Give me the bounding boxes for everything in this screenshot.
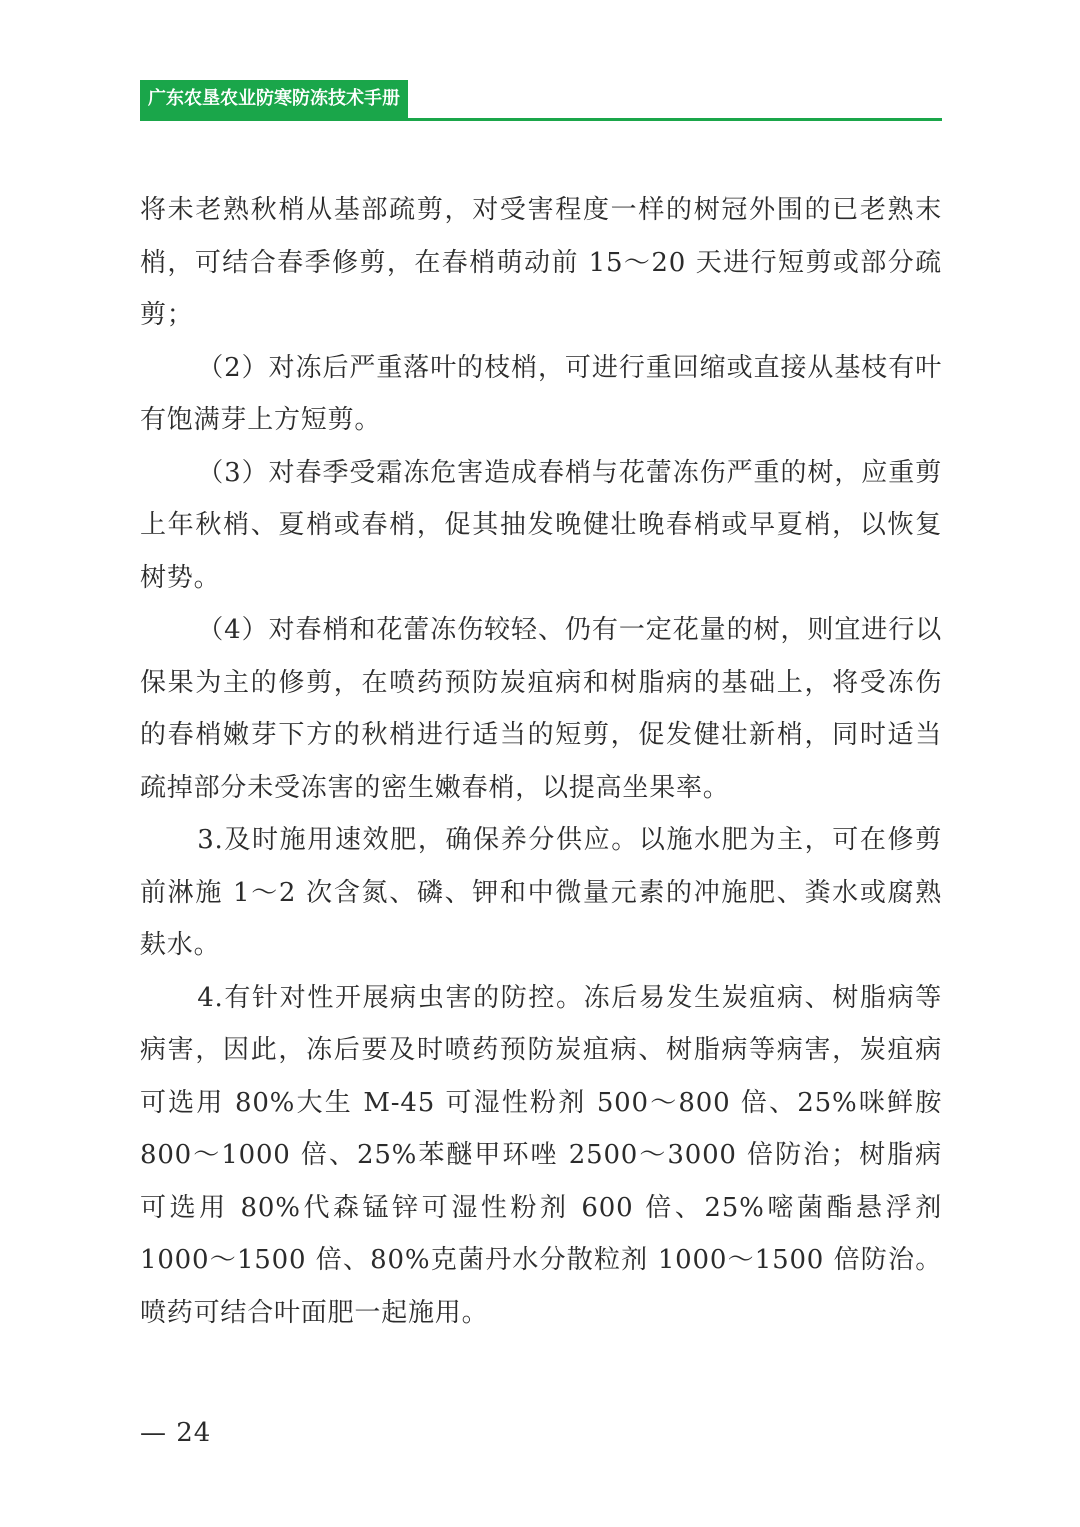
- paragraph-section-3: 3.及时施用速效肥，确保养分供应。以施水肥为主，可在修剪前淋施 1～2 次含氮、磷、钾和中微量元素的冲施肥、粪水或腐熟麸水。: [140, 825, 942, 960]
- header-title: 广东农垦农业防寒防冻技术手册: [148, 88, 400, 109]
- page-number: — 24: [140, 1418, 212, 1448]
- body-text: [140, 184, 942, 1339]
- paragraph-section-4: 4.有针对性开展病虫害的防控。冻后易发生炭疽病、树脂病等病害，因此，冻后要及时喷药预防炭疽病、树脂病等病害，炭疽病可选用 80%大生 M-45 可湿性粉剂 500～800 倍、25%咪鲜胺 800～1000 倍、25%苯醚甲环唑 2500～3000 倍防治；树脂病可选用 80%代森锰锌可湿性粉剂 600 倍、25%嘧菌酯悬浮剂 1000～1500 倍、80%克菌丹水分散粒剂 1000～1500 倍防治。喷药可结合叶面肥一起施用。: [140, 982, 942, 1328]
- paragraph-item-3: （3）对春季受霜冻危害造成春梢与花蕾冻伤严重的树，应重剪上年秋梢、夏梢或春梢，促其抽发晚健壮晚春梢或早夏梢，以恢复树势。: [140, 457, 942, 593]
- paragraph-item-4: （4）对春梢和花蕾冻伤较轻、仍有一定花量的树，则宜进行以保果为主的修剪，在喷药预防炭疽病和树脂病的基础上，将受冻伤的春梢嫩芽下方的秋梢进行适当的短剪，促发健壮新梢，同时适当疏掉部分未受冻害的密生嫩春梢，以提高坐果率。: [140, 615, 942, 803]
- paragraph-continuation: 将未老熟秋梢从基部疏剪，对受害程度一样的树冠外围的已老熟末梢，可结合春季修剪，在春梢萌动前 15～20 天进行短剪或部分疏剪；: [140, 195, 942, 330]
- header-title-tab: [140, 80, 408, 118]
- header-divider: [140, 118, 942, 121]
- paragraph-item-2: （2）对冻后严重落叶的枝梢，可进行重回缩或直接从基枝有叶有饱满芽上方短剪。: [140, 352, 942, 435]
